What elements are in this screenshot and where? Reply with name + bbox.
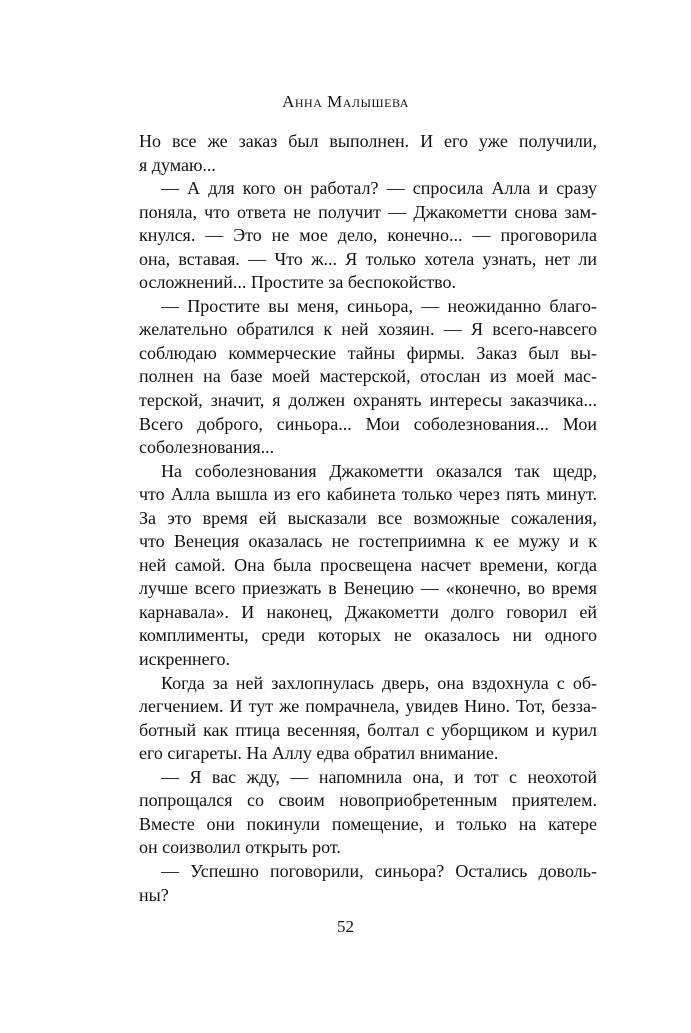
text-line: соблюдаю коммерческие тайны фирмы. Заказ был вы- <box>139 342 597 363</box>
running-head: Анна Малышева <box>282 92 409 111</box>
text-line: За это время ей высказали все возможные сожаления, <box>139 507 597 528</box>
text-line: соболезнования... <box>139 437 275 458</box>
text-line: ны? <box>139 884 169 905</box>
text-line: что Алла вышла из его кабинета только через пять минут. <box>139 484 597 505</box>
paragraph <box>139 766 597 860</box>
text-line: что Венеция оказалась не гостеприимна к ее мужу и к <box>139 531 597 552</box>
text-line: Всего доброго, синьора... Мои соболезнования... Мои <box>139 413 597 434</box>
paragraph <box>139 460 597 672</box>
paragraph <box>139 672 597 766</box>
text-line: она, вставая. — Что ж... Я только хотела узнать, нет ли <box>139 248 597 269</box>
text-line: карнавала». И наконец, Джакометти долго говорил ей <box>139 601 597 622</box>
text-line: — А для кого он работал? — спросила Алла и сразу <box>161 178 597 199</box>
text-line: Но все же заказ был выполнен. И его уже получили, <box>139 131 597 151</box>
paragraph <box>139 177 597 295</box>
text-line: поняла, что ответа не получит — Джакометти снова зам- <box>139 201 597 222</box>
text-line: ботный как птица весенняя, болтал с уборщиком и курил <box>139 719 597 740</box>
text-line: — Успешно поговорили, синьора? Остались доволь- <box>161 860 597 881</box>
body-text <box>139 130 597 907</box>
text-line: полнен на базе моей мастерской, отослан из моей мас- <box>139 366 597 387</box>
text-line: — Простите вы меня, синьора, — неожиданно благо- <box>161 295 597 316</box>
text-line: комплименты, среди которых не оказалось ни одного <box>139 625 597 646</box>
paragraph <box>139 295 597 460</box>
text-line: он соизволил открыть рот. <box>139 837 341 858</box>
text-line: легчением. И тут же помрачнела, увидев Нино. Тот, безза- <box>139 696 597 717</box>
text-line: ней самой. Она была просвещена насчет времени, когда <box>139 554 597 575</box>
text-line: его сигареты. На Аллу едва обратил внимание. <box>139 743 499 764</box>
text-line: Вместе они покинули помещение, и только на катере <box>139 813 597 834</box>
text-line: осложнений... Простите за беспокойство. <box>139 272 456 293</box>
text-line: Когда за ней захлопнулась дверь, она вздохнула с об- <box>161 672 597 693</box>
page-number: 52 <box>337 917 354 936</box>
text-line: желательно обратился к ней хозяин. — Я всего-навсего <box>139 319 597 340</box>
text-line: я думаю... <box>139 154 216 175</box>
paragraph <box>139 130 597 177</box>
text-line: искреннего. <box>139 649 231 670</box>
paragraph <box>139 860 597 907</box>
text-line: попрощался со своим новоприобретенным приятелем. <box>139 790 597 811</box>
text-line: — Я вас жду, — напомнила она, и тот с неохотой <box>161 766 597 787</box>
text-line: лучше всего приезжать в Венецию — «конечно, во время <box>139 578 597 599</box>
text-line: На соболезнования Джакометти оказался так щедр, <box>161 460 597 481</box>
text-line: кнулся. — Это не мое дело, конечно... — проговорила <box>139 225 597 246</box>
text-line: терской, значит, я должен охранять интересы заказчика... <box>139 390 597 411</box>
